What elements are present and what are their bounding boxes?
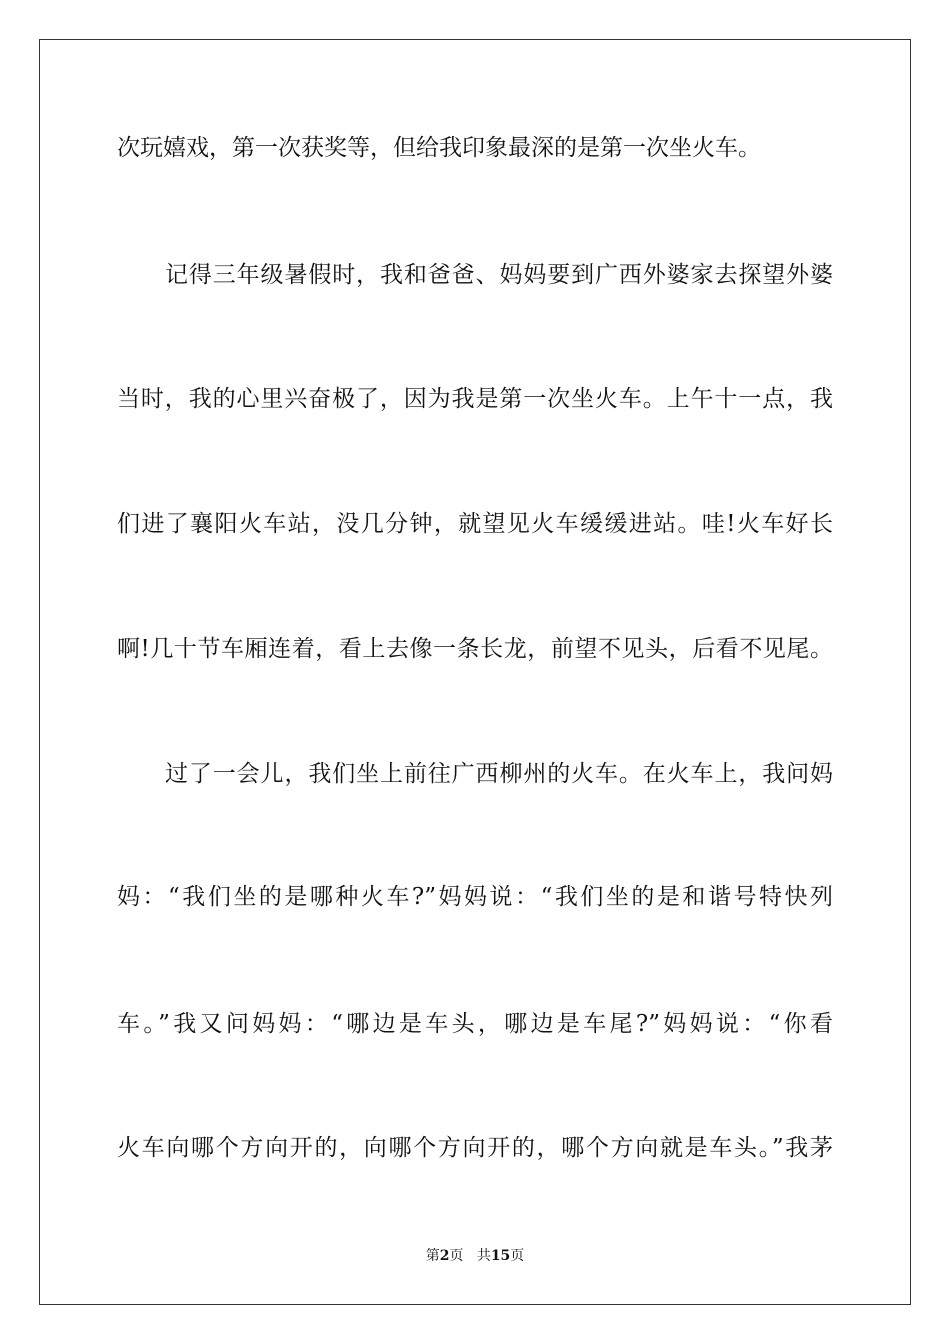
body-line-2: 记得三年级暑假时，我和爸爸、妈妈要到广西外婆家去探望外婆 — [165, 262, 833, 288]
footer-page-number: 2 — [439, 1248, 450, 1264]
body-line-1: 次玩嬉戏，第一次获奖等，但给我印象最深的是第一次坐火车。 — [117, 135, 761, 161]
footer-total-prefix: 共 — [476, 1248, 491, 1264]
body-line-8: 车。”我又问妈妈：“哪边是车头，哪边是车尾?”妈妈说：“你看 — [117, 1011, 833, 1037]
footer-total-pages: 15 — [490, 1248, 511, 1264]
body-line-3: 当时，我的心里兴奋极了，因为我是第一次坐火车。上午十一点，我 — [117, 386, 833, 412]
body-line-9: 火车向哪个方向开的，向哪个方向开的，哪个方向就是车头。”我茅 — [117, 1135, 833, 1161]
body-line-7: 妈：“我们坐的是哪种火车?”妈妈说：“我们坐的是和谐号特快列 — [117, 884, 833, 910]
footer-page-suffix: 页 — [449, 1248, 464, 1264]
body-line-6: 过了一会儿，我们坐上前往广西柳州的火车。在火车上，我问妈 — [165, 761, 833, 787]
footer-page-prefix: 第 — [425, 1248, 440, 1264]
body-line-5: 啊!几十节车厢连着，看上去像一条长龙，前望不见头，后看不见尾。 — [117, 636, 833, 662]
page-border — [39, 39, 911, 1305]
body-line-4: 们进了襄阳火车站，没几分钟，就望见火车缓缓进站。哇!火车好长 — [117, 511, 833, 537]
footer-total-suffix: 页 — [510, 1248, 525, 1264]
page-footer — [0, 1246, 950, 1266]
